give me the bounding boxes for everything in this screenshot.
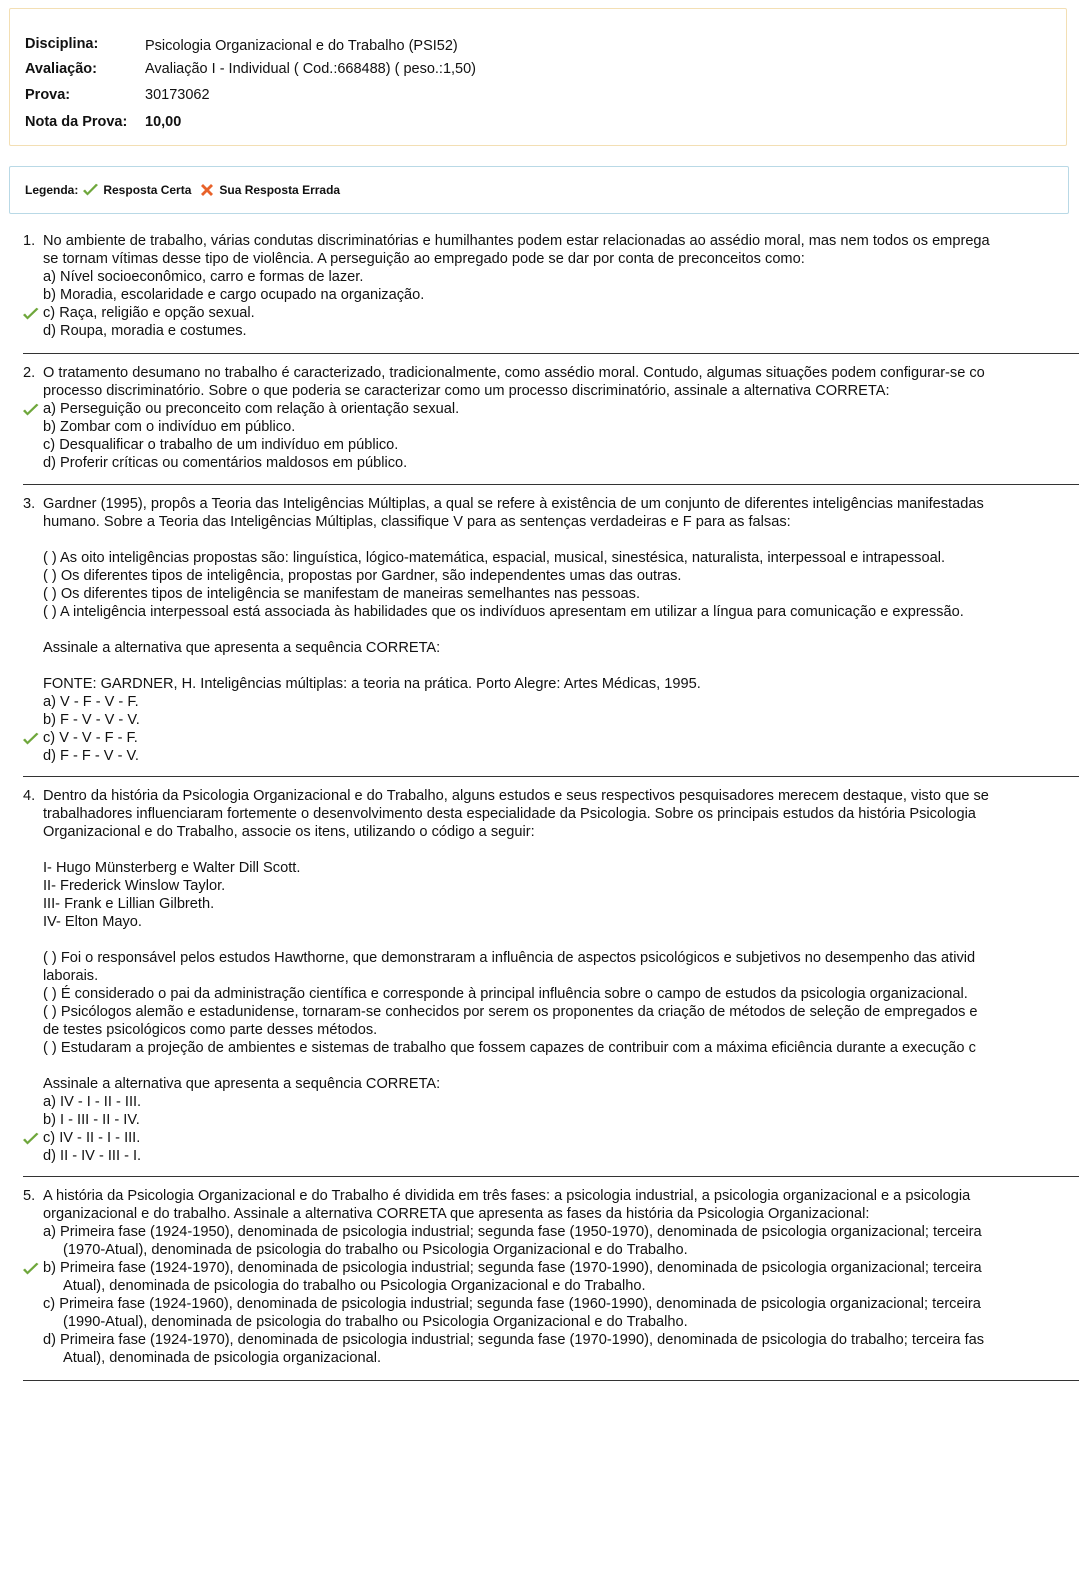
question-text-line: ( ) Foi o responsável pelos estudos Hawthorne, que demonstraram a influência de aspectos psicológicos e subjetivos no desempenho das ativid xyxy=(43,950,976,966)
avaliacao-label: Avaliação: xyxy=(25,61,97,77)
question-text-line: humano. Sobre a Teoria das Inteligências Múltiplas, classifique V para as sentenças verdadeiras e F para as falsas: xyxy=(43,514,791,530)
answer-option: b) Zombar com o indivíduo em público. xyxy=(43,419,296,435)
correct-answer-check-icon xyxy=(22,1132,40,1146)
answer-option: c) Raça, religião e opção sexual. xyxy=(43,305,255,321)
question-text-line: ( ) Os diferentes tipos de inteligência se manifestam de maneiras semelhantes nas pessoas. xyxy=(43,586,641,602)
question-divider xyxy=(23,484,1079,485)
question-divider xyxy=(23,1380,1079,1381)
question-text-line: ( ) Os diferentes tipos de inteligência, propostas por Gardner, são independentes umas das outras. xyxy=(43,568,682,584)
question-divider xyxy=(23,776,1079,777)
question-text-line: III- Frank e Lillian Gilbreth. xyxy=(43,896,215,912)
correct-answer-check-icon xyxy=(22,1262,40,1276)
answer-option: c) V - V - F - F. xyxy=(43,730,138,746)
answer-option: b) Moradia, escolaridade e cargo ocupado na organização. xyxy=(43,287,425,303)
prova-value: 30173062 xyxy=(145,87,210,103)
avaliacao-row xyxy=(25,60,476,78)
question-text-line: organizacional e do trabalho. Assinale a alternativa CORRETA que apresenta as fases da história da Psicologia Organizacional: xyxy=(43,1206,870,1222)
legend-wrong-label: Sua Resposta Errada xyxy=(219,183,341,197)
answer-option: d) Proferir críticas ou comentários maldosos em público. xyxy=(43,455,408,471)
question-text-line: ( ) As oito inteligências propostas são: linguística, lógico-matemática, espacial, musical, sinestésica, naturalista, interpessoal e intrapessoal. xyxy=(43,550,946,566)
answer-option: a) IV - I - II - III. xyxy=(43,1094,142,1110)
nota-row xyxy=(25,113,181,131)
question-text-line: A história da Psicologia Organizacional e do Trabalho é dividida em três fases: a psicologia industrial, a psicologia organizacional e a psicologia xyxy=(43,1188,971,1204)
question-text-line: II- Frederick Winslow Taylor. xyxy=(43,878,226,894)
answer-option: c) Primeira fase (1924-1960), denominada de psicologia industrial; segunda fase (1960-1990), denominada de psicologia organizacional; terceira xyxy=(43,1296,981,1312)
question-text-line: Assinale a alternativa que apresenta a sequência CORRETA: xyxy=(43,1076,441,1092)
legend-correct-label: Resposta Certa xyxy=(103,183,192,197)
question-text-line: processo discriminatório. Sobre o que poderia se caracterizar como um processo discriminatório, assinale a alternativa CORRETA: xyxy=(43,383,890,399)
question-text-line: No ambiente de trabalho, várias condutas discriminatórias e humilhantes podem estar relacionadas ao assédio moral, mas nem todos os emprega xyxy=(43,233,990,249)
correct-answer-check-icon xyxy=(22,307,40,321)
question-text-line: Dentro da história da Psicologia Organizacional e do Trabalho, alguns estudos e seus respectivos pesquisadores merecem destaque, visto que se xyxy=(43,788,989,804)
prova-row xyxy=(25,86,210,104)
answer-option-continuation: (1990-Atual), denominada de psicologia do trabalho ou Psicologia Organizacional e do Trabalho. xyxy=(63,1314,688,1330)
question-divider xyxy=(23,353,1079,354)
question-text-line: Assinale a alternativa que apresenta a sequência CORRETA: xyxy=(43,640,441,656)
nota-label: Nota da Prova: xyxy=(25,114,128,130)
question-number: 1. xyxy=(23,233,36,249)
question-text-line: de testes psicológicos como parte desses métodos. xyxy=(43,1022,378,1038)
answer-option: c) IV - II - I - III. xyxy=(43,1130,141,1146)
exam-info-panel xyxy=(9,8,1067,146)
nota-value: 10,00 xyxy=(145,114,182,130)
question-text-line: IV- Elton Mayo. xyxy=(43,914,142,930)
legend xyxy=(25,182,340,198)
prova-label: Prova: xyxy=(25,87,71,103)
answer-option: b) F - V - V - V. xyxy=(43,712,140,728)
question-number: 2. xyxy=(23,365,36,381)
answer-option-continuation: (1970-Atual), denominada de psicologia do trabalho ou Psicologia Organizacional e do Trabalho. xyxy=(63,1242,688,1258)
question-text-line: trabalhadores influenciaram fortemente o desenvolvimento desta especialidade da Psicologia. Sobre os principais estudos da história Psicologia xyxy=(43,806,976,822)
answer-option: d) Primeira fase (1924-1970), denominada de psicologia industrial; segunda fase (1970-1990), denominada de psicologia do trabalho; terceira fas xyxy=(43,1332,985,1348)
answer-option: a) V - F - V - F. xyxy=(43,694,139,710)
answer-option: d) II - IV - III - I. xyxy=(43,1148,142,1164)
question-text-line: laborais. xyxy=(43,968,99,984)
answer-option: d) F - F - V - V. xyxy=(43,748,139,764)
question-text-line: I- Hugo Münsterberg e Walter Dill Scott. xyxy=(43,860,301,876)
check-icon xyxy=(82,183,99,197)
question-text-line: FONTE: GARDNER, H. Inteligências múltiplas: a teoria na prática. Porto Alegre: Artes Médicas, 1995. xyxy=(43,676,701,692)
question-text-line: se tornam vítimas desse tipo de violência. A perseguição ao empregado pode se dar por conta de preconceitos como: xyxy=(43,251,805,267)
disciplina-row xyxy=(25,35,458,53)
answer-option: a) Nível socioeconômico, carro e formas de lazer. xyxy=(43,269,364,285)
answer-option: c) Desqualificar o trabalho de um indivíduo em público. xyxy=(43,437,399,453)
answer-option: a) Primeira fase (1924-1950), denominada de psicologia industrial; segunda fase (1950-1970), denominada de psicologia organizacional; terceira xyxy=(43,1224,982,1240)
answer-option-continuation: Atual), denominada de psicologia do trabalho ou Psicologia Organizacional e do Trabalho. xyxy=(63,1278,646,1294)
question-divider xyxy=(23,1176,1079,1177)
answer-option: a) Perseguição ou preconceito com relação à orientação sexual. xyxy=(43,401,460,417)
avaliacao-value: Avaliação I - Individual ( Cod.:668488) ( peso.:1,50) xyxy=(145,61,477,77)
answer-option: b) Primeira fase (1924-1970), denominada de psicologia industrial; segunda fase (1970-1990), denominada de psicologia organizacional; terceira xyxy=(43,1260,982,1276)
question-text-line: Organizacional e do Trabalho, associe os itens, utilizando o código a seguir: xyxy=(43,824,535,840)
question-text-line: Gardner (1995), propôs a Teoria das Inteligências Múltiplas, a qual se refere à existência de um conjunto de diferentes inteligências manifestadas xyxy=(43,496,984,512)
answer-option: b) I - III - II - IV. xyxy=(43,1112,140,1128)
question-text-line: ( ) É considerado o pai da administração científica e corresponde à principal influência sobre o campo de estudos da psicologia organizacional. xyxy=(43,986,968,1002)
answer-option-continuation: Atual), denominada de psicologia organizacional. xyxy=(63,1350,382,1366)
question-number: 4. xyxy=(23,788,36,804)
legend-label: Legenda: xyxy=(25,183,79,197)
question-text-line: ( ) Psicólogos alemão e estadunidense, tornaram-se conhecidos por serem os proponentes da criação de métodos de seleção de empregados e xyxy=(43,1004,978,1020)
question-number: 5. xyxy=(23,1188,36,1204)
question-text-line: O tratamento desumano no trabalho é caracterizado, tradicionalmente, como assédio moral. Contudo, algumas situações podem configurar-se co xyxy=(43,365,985,381)
question-text-line: ( ) A inteligência interpessoal está associada às habilidades que os indivíduos apresentam em utilizar a língua para comunicação e expressão. xyxy=(43,604,964,620)
question-number: 3. xyxy=(23,496,36,512)
x-icon xyxy=(199,182,215,198)
legend-panel xyxy=(9,166,1069,214)
answer-option: d) Roupa, moradia e costumes. xyxy=(43,323,247,339)
question-text-line: ( ) Estudaram a projeção de ambientes e sistemas de trabalho que fossem capazes de contribuir com a máxima eficiência durante a execução c xyxy=(43,1040,976,1056)
disciplina-value: Psicologia Organizacional e do Trabalho (PSI52) xyxy=(145,38,458,54)
disciplina-label: Disciplina: xyxy=(25,36,99,52)
correct-answer-check-icon xyxy=(22,403,40,417)
correct-answer-check-icon xyxy=(22,732,40,746)
